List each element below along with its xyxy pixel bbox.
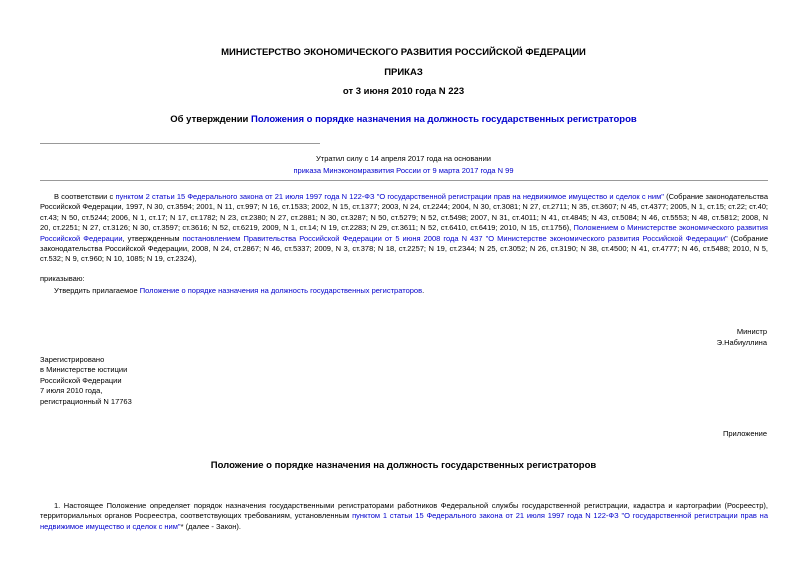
preamble-text-4: (Собрание законодательства Российской Федерации, 2008, N 24, ст.2867; N 46, ст.5337; 2009, N 3, ст.378; N 18, ст.2257; N 19, ст.2344; N 25, ст.3052; N 26, ст.3190; N 38, ст.4500; N 41, ст.4777; N 46, ст.5488; 2010, N 5, ст.532; N 9, ст.960; N 10, 1085; N 19, ст.2324), — [40, 233, 768, 264]
approve-link[interactable]: Положение о порядке назначения на должность государственных регистраторов — [139, 286, 423, 295]
ministry-heading: МИНИСТЕРСТВО ЭКОНОМИЧЕСКОГО РАЗВИТИЯ РОССИЙСКОЙ ФЕДЕРАЦИИ — [221, 47, 586, 58]
signature-role: Министр — [736, 327, 767, 336]
approve-text: Утвердить прилагаемое — [54, 286, 140, 295]
preamble-text-1: В соответствии с — [54, 192, 116, 201]
registration-block — [40, 355, 132, 407]
paragraph-preamble — [40, 192, 768, 265]
divider-long — [40, 180, 768, 181]
appendix-label: Приложение — [723, 429, 767, 438]
registration-line: Зарегистрировано — [40, 355, 105, 364]
preamble-text-3: , утвержденным — [122, 233, 183, 243]
regulation-title: Положение о порядке назначения на должность государственных регистраторов — [210, 460, 597, 471]
title-link[interactable]: Положения о порядке назначения на должность государственных регистраторов — [251, 114, 637, 125]
registration-line: Российской Федерации — [40, 375, 122, 385]
divider-short — [40, 143, 320, 144]
document-title — [0, 114, 807, 125]
registration-line: регистрационный N 17763 — [40, 396, 132, 406]
status-note — [0, 153, 807, 177]
preamble-text-2: (Собрание законодательства Российской Федерации, 1997, N 30, ст.3594; 2001, N 11, ст.997; N 16, ст.1533; 2002, N 15, ст.1377; 2003, N 24, ст.2244; 2004, N 30, ст.3081; N 27, ст.2711; N 35, ст.3607; N 45, ст.4377; 2005, N 1, ст.15; ст.22; ст.40; ст.43; N 50, ст.5244; 2006, N 1, ст.17; N 17, ст.1782; N 23, ст.2380; N 27, ст.2881; N 30, ст.3287; N 50, ст.5279; N 52, ст.5498; 2007, N 31, ст.4011; N 41, ст.4845; N 43, ст.5084; N 46, ст.5553; N 48, ст.5812; 2008, N 20, ст.2251; N 27, ст.3126; N 30, ст.3597; ст.3616; N 52, ст.6219, 2009, N 1, ст.14; N 19, ст.2283; N 29, ст.3611; N 52, ст.6410, ст.6419; 2010, N 15, ст.1756), — [40, 192, 768, 233]
approve-end: . — [422, 286, 425, 295]
law-122-link[interactable]: пунктом 2 статьи 15 Федерального закона от 21 июля 1997 года N 122-ФЗ "О государственной регистрации прав на недвижимое имущество и сделок с ним" — [115, 192, 664, 201]
signature-name: Э.Набиуллина — [716, 337, 767, 347]
order-word: приказываю: — [40, 274, 85, 283]
status-line: Утратил силу с 14 апреля 2017 года на основании — [316, 154, 491, 163]
document-date: от 3 июня 2010 года N 223 — [342, 86, 465, 97]
approve-line — [54, 286, 424, 295]
registration-line: 7 июля 2010 года, — [40, 386, 103, 396]
paragraph-1-end: * (далее - Закон). — [180, 521, 241, 531]
paragraph-1 — [40, 501, 768, 532]
paragraph-1-text: 1. Настоящее Положение определяет порядок назначения государственными регистраторами работников Федеральной службы государственной регистрации, кадастра и картографии (Росреестр), территориальных органов Росреестра, соответствующих требованиям, установленным — [40, 501, 768, 521]
status-link[interactable]: приказа Минэкономразвития России от 9 марта 2017 года N 99 — [293, 166, 514, 175]
registration-line: в Министерстве юстиции — [40, 365, 128, 375]
law-122-p1-link[interactable]: пунктом 1 статьи 15 Федерального закона от 21 июля 1997 года N 122-ФЗ "О государственной регистрации прав на недвижимое имущество и сделок с ним" — [40, 511, 768, 531]
title-prefix: Об утверждении — [170, 114, 252, 125]
document-type: ПРИКАЗ — [384, 67, 423, 78]
ministry-regulation-link[interactable]: Положением о Министерстве экономического развития Российской Федерации — [40, 223, 768, 243]
signature-block — [600, 327, 767, 348]
government-decree-link[interactable]: постановлением Правительства Российской Федерации от 5 июня 2008 года N 437 "О Министерстве экономического развития Российской Федерации" — [182, 233, 728, 243]
